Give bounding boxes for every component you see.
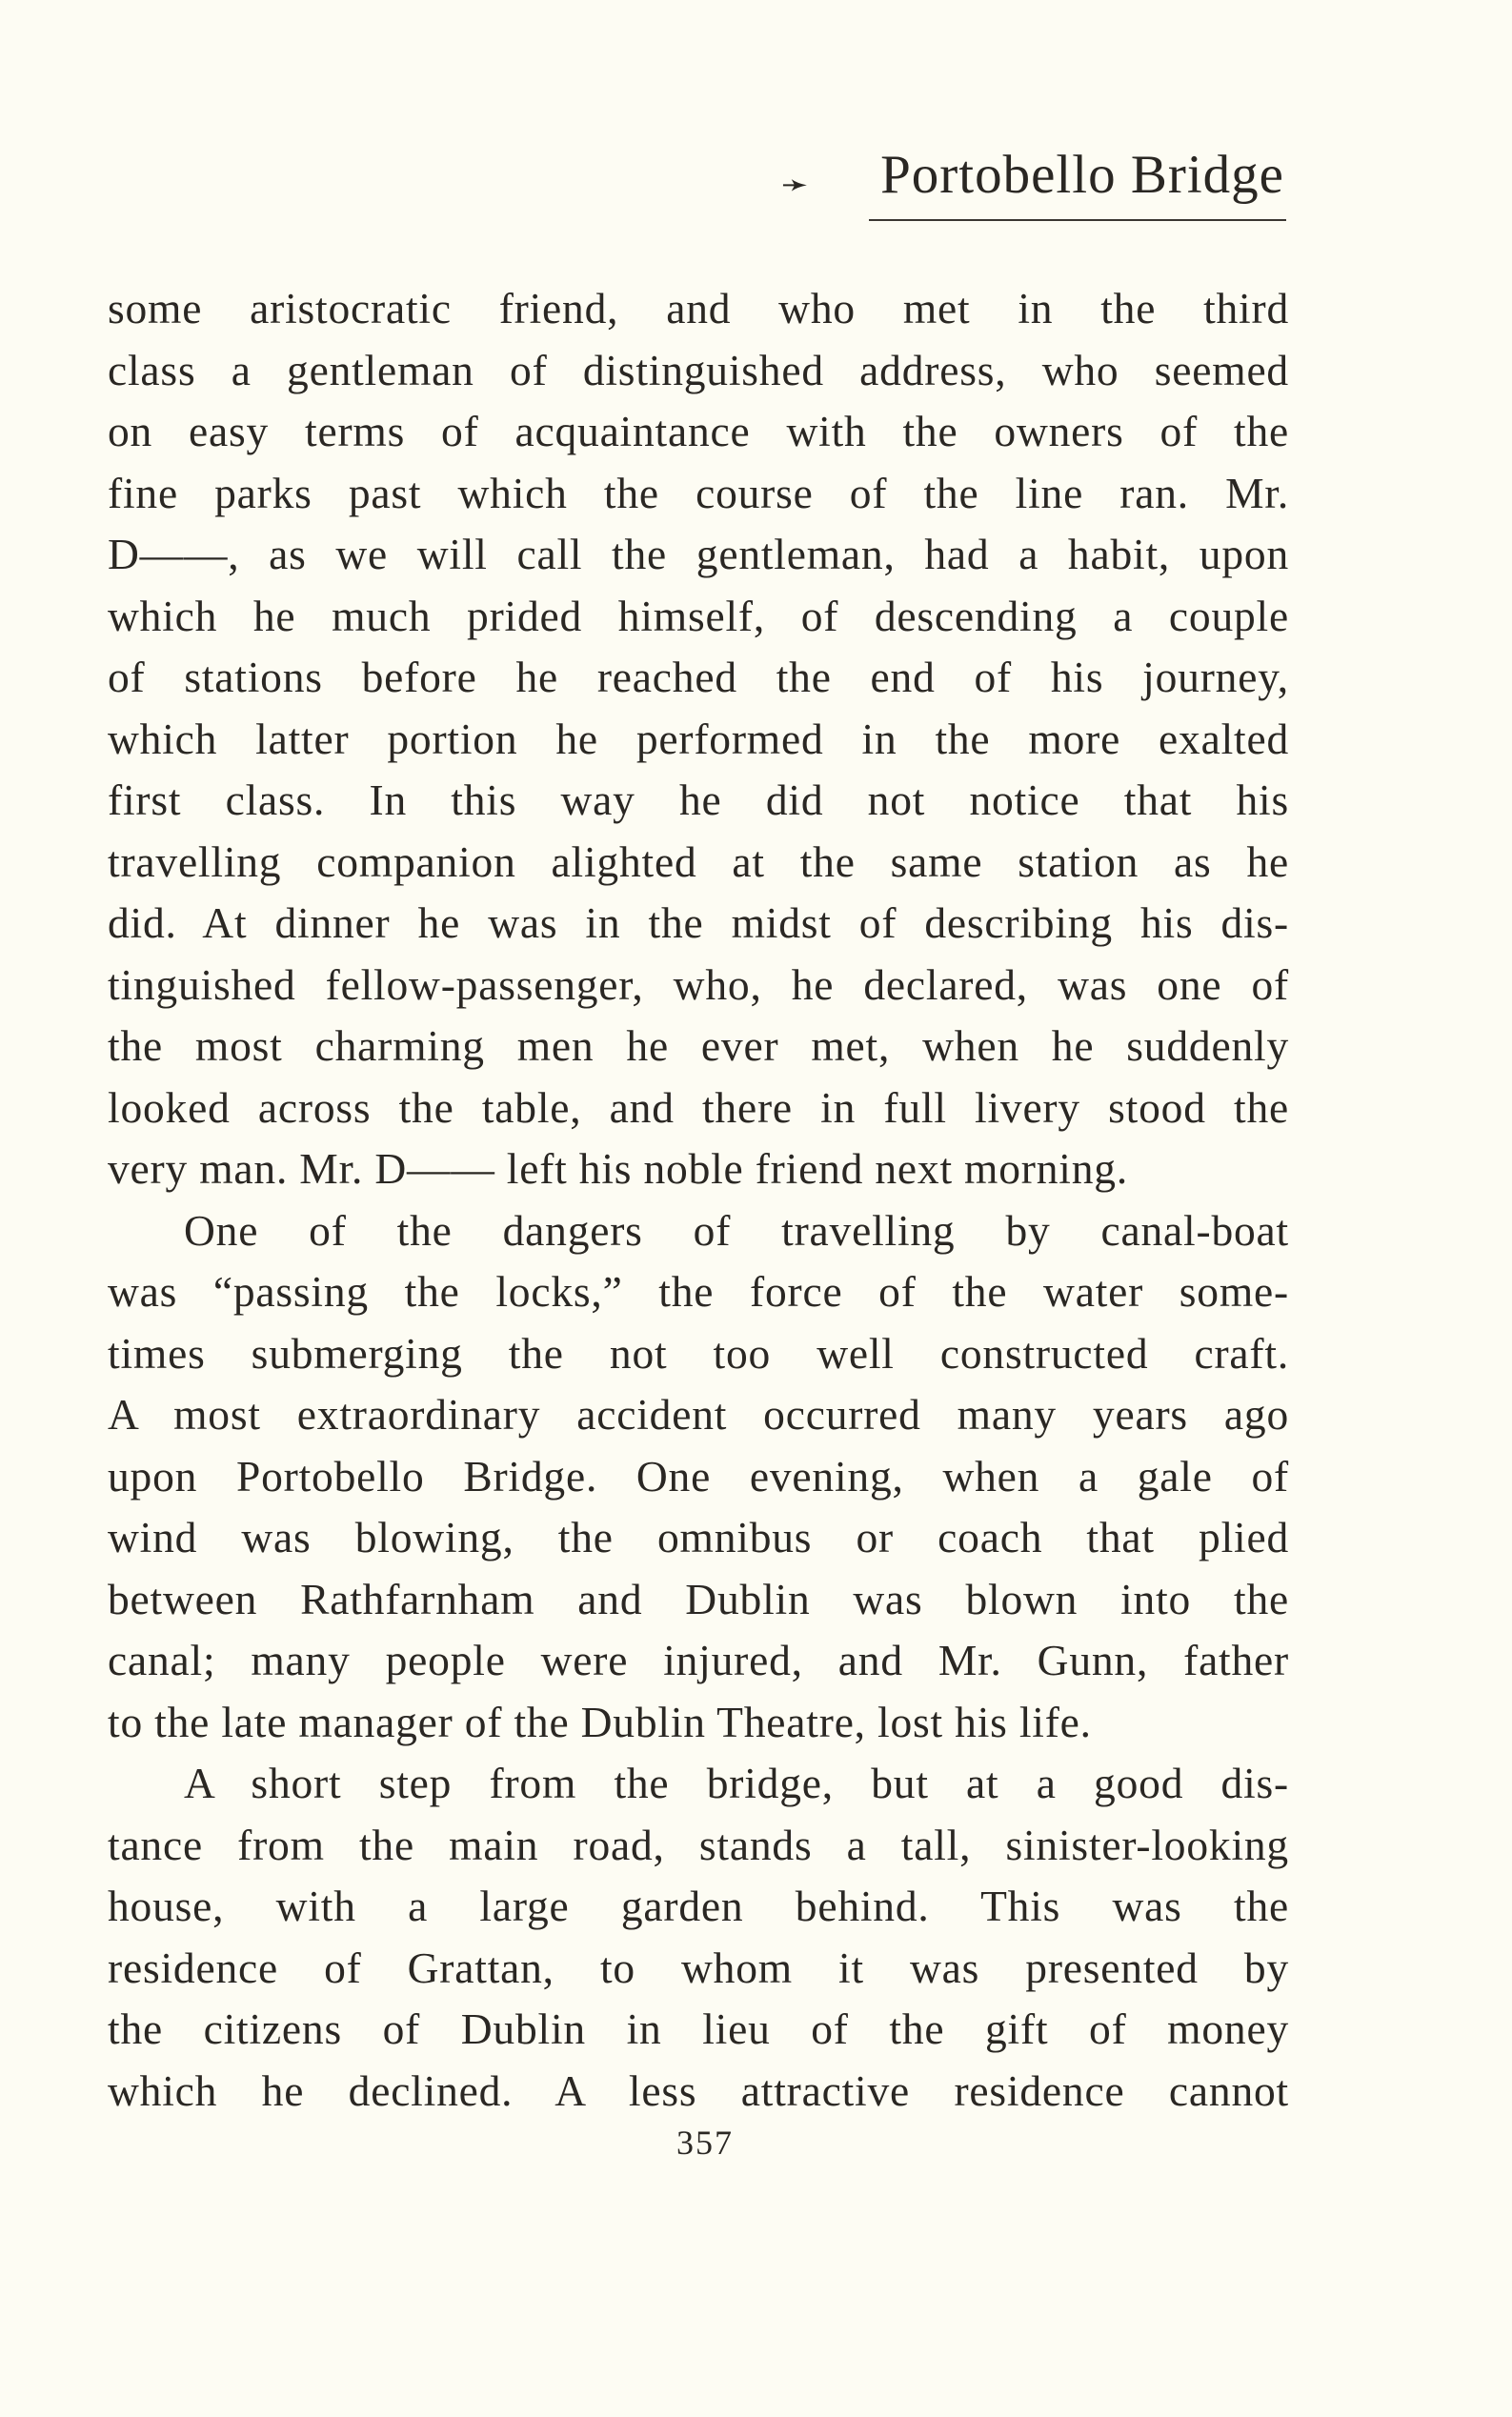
text-line: One of the dangers of travelling by canal-boat (184, 1205, 1289, 1255)
text-line: A most extraordinary accident occurred many years ago (108, 1390, 1289, 1439)
text-line: house, with a large garden behind. This was the (108, 1882, 1289, 1930)
text-line: canal; many people were injured, and Mr. Gunn, father (108, 1636, 1289, 1684)
text-line: class a gentleman of distinguished address, who seemed (108, 345, 1289, 394)
text-line: the citizens of Dublin in lieu of the gift of money (108, 2004, 1289, 2053)
page-number: 357 (676, 2124, 734, 2162)
text-line: tance from the main road, stands a tall, sinister-looking (108, 1820, 1289, 1869)
pointing-hand-ornament-icon: ➛ (781, 168, 809, 203)
text-line: tinguished fellow-passenger, who, he declared, was one of (108, 959, 1289, 1009)
text-line: D——, as we will call the gentleman, had a habit, upon (108, 530, 1289, 578)
running-head-title: Portobello Bridge (880, 145, 1284, 205)
text-line: looked across the table, and there in full livery stood the (108, 1082, 1289, 1132)
text-line: on easy terms of acquaintance with the owners of the (108, 407, 1289, 455)
text-line: first class. In this way he did not notice that his (108, 775, 1289, 824)
text-line: to the late manager of the Dublin Theatre, lost his life. (108, 1697, 1092, 1746)
text-line: some aristocratic friend, and who met in the third (108, 284, 1289, 332)
text-line: wind was blowing, the omnibus or coach that plied (108, 1513, 1289, 1561)
text-line: very man. Mr. D—— left his noble friend next morning. (108, 1144, 1129, 1193)
text-line: the most charming men he ever met, when he suddenly (108, 1021, 1289, 1070)
text-line: upon Portobello Bridge. One evening, when a gale of (108, 1451, 1289, 1501)
text-line: travelling companion alighted at the same station as he (108, 836, 1289, 886)
text-line: which he declined. A less attractive residence cannot (108, 2065, 1289, 2115)
text-line: which he much prided himself, of descending a couple (108, 591, 1289, 640)
running-head (753, 143, 1296, 219)
text-line: did. At dinner he was in the midst of describing his dis- (108, 898, 1289, 947)
text-line: times submerging the not too well constructed craft. (108, 1328, 1289, 1378)
text-line: was “passing the locks,” the force of the water some- (108, 1267, 1289, 1316)
text-line: residence of Grattan, to whom it was presented by (108, 1943, 1289, 1992)
text-line: fine parks past which the course of the line ran. Mr. (108, 468, 1289, 517)
text-line: A short step from the bridge, but at a good dis- (184, 1759, 1289, 1807)
body-text (108, 278, 1289, 2122)
running-head-rule (869, 219, 1286, 221)
text-line: which latter portion he performed in the more exalted (108, 714, 1289, 763)
text-line: of stations before he reached the end of his journey, (108, 653, 1289, 701)
text-line: between Rathfarnham and Dublin was blown into the (108, 1574, 1289, 1623)
